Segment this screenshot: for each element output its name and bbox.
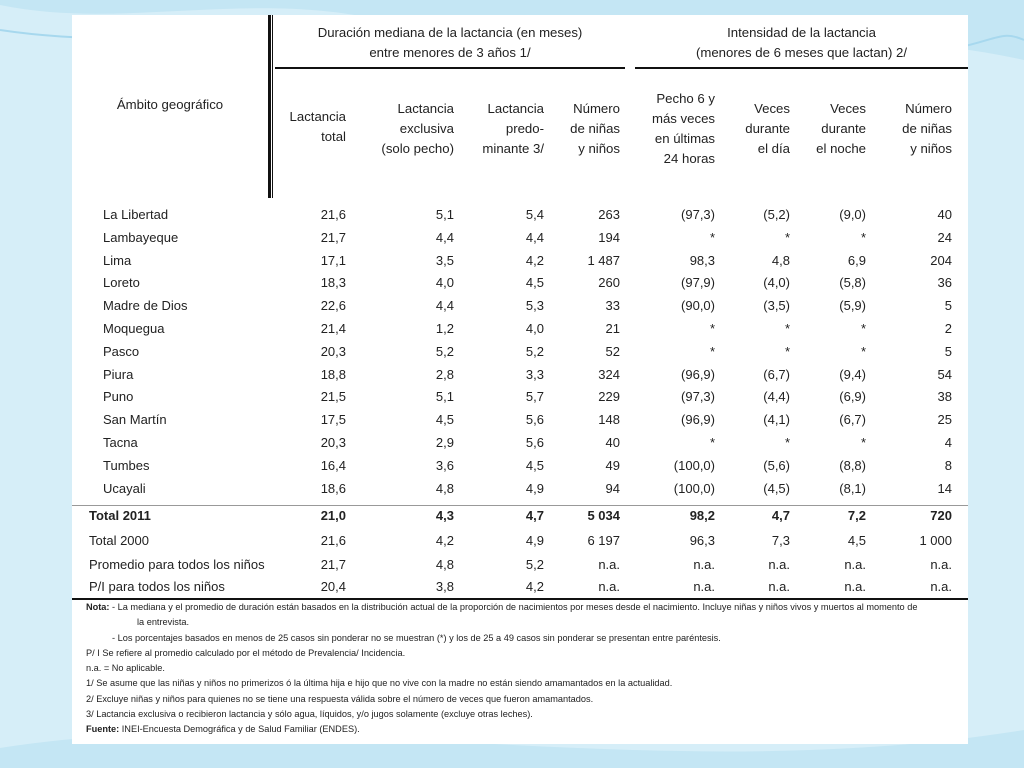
cell-value: 20,4 (320, 579, 346, 594)
cell-value: (5,6) (763, 457, 790, 473)
cell-value: (97,3) (681, 389, 715, 405)
cell-value: 40 (937, 207, 952, 222)
cell-value: 4,5 (435, 412, 454, 428)
table-header (72, 15, 968, 198)
cell-value: 5,4 (525, 207, 544, 222)
region-name: Puno (103, 389, 134, 405)
cell-value: 1 000 (919, 533, 952, 548)
region-name: Tacna (103, 435, 138, 450)
cell-value: 5,1 (435, 207, 454, 222)
table-notes: Nota: - La mediana y el promedio de duración están basados en la distribución actual de la proporción de nacimientos por meses desde el nacimiento. Incluye niñas y niños vivos y muertos al momento de la entrevista. - Los porcentajes basados en menos de 25 casos sin ponderar no se muestran (*) y los de 25 a 49 casos sin ponderar se presentan entre paréntesis. P/ I Se refiere al promedio calculado por el método de Prevalencia/ Incidencia. n.a. = No aplicable. 1/ Se asume que las niñas y niños no primerizos ó la última hija e hijo que no vive con la madre no están siendo amamantados en la actualidad. 2/ Excluye niñas y niños para quienes no se tiene una respuesta válida sobre el número de veces que fueron amamantados. 3/ Lactancia exclusiva o recibieron lactancia y sólo agua, líquidos, y/o jugos solamente (excluye otras leches). Fuente: INEI-Encuesta Demográfica y de Salud Familiar (ENDES). (86, 602, 918, 735)
cell-value: 5 (944, 298, 952, 314)
table-row (72, 272, 968, 295)
cell-value: (100,0) (673, 457, 715, 473)
cell-value: 4,8 (771, 252, 790, 268)
cell-value: 22,6 (320, 298, 346, 314)
cell-value: 21,6 (320, 207, 346, 222)
cell-value: (6,7) (839, 412, 866, 428)
cell-value: 8 (944, 457, 952, 473)
cell-value: (90,0) (681, 298, 715, 314)
cell-value: 7,2 (847, 508, 866, 523)
group2-subtitle: (menores de 6 meses que lactan) 2/ (695, 45, 908, 60)
table-row (72, 576, 968, 599)
cell-value: 40 (605, 435, 620, 450)
cell-value: 4,9 (525, 480, 544, 496)
cell-value: 7,3 (771, 533, 790, 548)
cell-value: 96,3 (689, 533, 715, 548)
header-divider (268, 15, 271, 198)
cell-value: 21,4 (320, 321, 346, 336)
cell-value: 4,5 (525, 275, 544, 291)
cell-value: (5,2) (763, 207, 790, 222)
cell-value: (5,8) (839, 275, 866, 291)
col-header-numero-1: Número de niñas y niños (570, 101, 620, 156)
cell-value: 33 (605, 298, 620, 314)
cell-value: n.a. (598, 557, 620, 572)
table-row (72, 554, 968, 577)
cell-value: 14 (937, 480, 952, 496)
cell-value: 263 (598, 207, 620, 222)
cell-value: 194 (598, 229, 620, 245)
cell-value: 4,2 (525, 579, 544, 594)
cell-value: * (784, 343, 790, 359)
group1-subtitle: entre menores de 3 años 1/ (369, 45, 531, 60)
cell-value: (9,0) (839, 207, 866, 222)
total-row (72, 505, 968, 528)
cell-value: 5,1 (435, 389, 454, 405)
col-header-pecho-6: Pecho 6 y más veces en últimas 24 horas (651, 91, 715, 166)
cell-value: (100,0) (673, 480, 715, 496)
cell-value: 6,9 (847, 252, 866, 268)
cell-value: 148 (598, 412, 620, 428)
cell-value: 20,3 (320, 435, 346, 450)
col-header-lactancia-exclusiva: Lactancia exclusiva (solo pecho) (381, 101, 454, 156)
cell-value: 21 (605, 321, 620, 336)
cell-value: n.a. (768, 579, 790, 594)
cell-value: (4,5) (763, 480, 790, 496)
group-underline (275, 67, 625, 69)
table-row (72, 455, 968, 478)
cell-value: 2,9 (435, 435, 454, 450)
table-row (72, 227, 968, 250)
cell-value: 4,4 (435, 229, 454, 245)
cell-value: 25 (937, 412, 952, 428)
cell-value: 21,6 (320, 533, 346, 548)
cell-value: 98,3 (689, 252, 715, 268)
table-row (72, 409, 968, 432)
cell-value: * (784, 229, 790, 245)
region-name: Tumbes (103, 457, 150, 473)
cell-value: 5 034 (587, 508, 620, 523)
region-name: San Martín (103, 412, 167, 428)
header-divider (272, 15, 273, 198)
cell-value: 21,5 (320, 389, 346, 405)
cell-value: 16,4 (320, 457, 346, 473)
cell-value: 4,0 (435, 275, 454, 291)
cell-value: * (784, 435, 790, 450)
cell-value: 4,7 (525, 508, 544, 523)
cell-value: (5,9) (839, 298, 866, 314)
cell-value: (4,4) (763, 389, 790, 405)
group-underline (635, 67, 968, 69)
cell-value: * (860, 321, 866, 336)
cell-value: 4,3 (435, 508, 454, 523)
cell-value: 4,8 (435, 480, 454, 496)
cell-value: (4,0) (763, 275, 790, 291)
cell-value: 3,6 (435, 457, 454, 473)
cell-value: 5 (944, 343, 952, 359)
cell-value: (96,9) (681, 412, 715, 428)
cell-value: 2,8 (435, 366, 454, 382)
cell-value: n.a. (844, 557, 866, 572)
cell-value: 18,8 (320, 366, 346, 382)
cell-value: 98,2 (689, 508, 715, 523)
region-name: Moquegua (103, 321, 165, 336)
cell-value: 260 (598, 275, 620, 291)
cell-value: (4,1) (763, 412, 790, 428)
cell-value: n.a. (930, 579, 952, 594)
table-row (72, 318, 968, 341)
col-header-lactancia-predominante: Lactancia predo- minante 3/ (482, 101, 544, 156)
table-row (72, 478, 968, 501)
region-name: Pasco (103, 343, 140, 359)
cell-value: (97,9) (681, 275, 715, 291)
cell-value: 5,6 (525, 412, 544, 428)
cell-value: * (709, 435, 715, 450)
cell-value: (6,7) (763, 366, 790, 382)
cell-value: 5,6 (525, 435, 544, 450)
col-header-lactancia-total: Lactancia total (289, 109, 346, 144)
cell-value: 18,3 (320, 275, 346, 291)
region-name: Madre de Dios (103, 298, 188, 314)
cell-value: * (860, 343, 866, 359)
region-name: Ucayali (103, 480, 146, 496)
col-header-veces-dia: Veces durante el día (745, 101, 790, 156)
cell-value: 21,0 (320, 508, 346, 523)
cell-value: 4,2 (525, 252, 544, 268)
cell-value: 20,3 (320, 343, 346, 359)
cell-value: * (709, 229, 715, 245)
table-row (72, 432, 968, 455)
cell-value: 3,3 (525, 366, 544, 382)
table-document (72, 15, 968, 744)
cell-value: 1,2 (435, 321, 454, 336)
group1-title: Duración mediana de la lactancia (en meses) (317, 25, 583, 40)
cell-value: 17,5 (320, 412, 346, 428)
table-row (72, 295, 968, 318)
table-row (72, 250, 968, 273)
cell-value: * (709, 343, 715, 359)
cell-value: 3,5 (435, 252, 454, 268)
cell-value: * (709, 321, 715, 336)
cell-value: 4,2 (435, 533, 454, 548)
cell-value: (8,8) (839, 457, 866, 473)
region-name: Loreto (103, 275, 140, 291)
cell-value: 204 (930, 252, 952, 268)
cell-value: n.a. (844, 579, 866, 594)
cell-value: 54 (937, 366, 952, 382)
cell-value: 24 (937, 229, 952, 245)
cell-value: 5,2 (525, 557, 544, 572)
cell-value: 5,2 (435, 343, 454, 359)
region-name: Total 2000 (89, 533, 149, 548)
cell-value: n.a. (693, 579, 715, 594)
table-row (72, 364, 968, 387)
cell-value: n.a. (930, 557, 952, 572)
cell-value: (6,9) (839, 389, 866, 405)
cell-value: 4,8 (435, 557, 454, 572)
cell-value: * (860, 435, 866, 450)
cell-value: * (784, 321, 790, 336)
cell-value: n.a. (768, 557, 790, 572)
cell-value: 49 (605, 457, 620, 473)
table-row (72, 386, 968, 409)
region-name: Lambayeque (103, 229, 179, 245)
cell-value: 4,7 (771, 508, 790, 523)
cell-value: 4,5 (525, 457, 544, 473)
region-name: Lima (103, 252, 132, 268)
col-header-veces-noche: Veces durante el noche (816, 101, 866, 156)
table-row (72, 341, 968, 364)
cell-value: n.a. (693, 557, 715, 572)
cell-value: 720 (930, 508, 952, 523)
cell-value: (3,5) (763, 298, 790, 314)
row-divider (72, 505, 968, 506)
cell-value: 94 (605, 480, 620, 496)
region-column-header: Ámbito geográfico (116, 97, 224, 112)
table-row (72, 204, 968, 227)
region-name: La Libertad (103, 207, 169, 222)
cell-value: * (860, 229, 866, 245)
region-name: P/I para todos los niños (89, 579, 225, 594)
cell-value: 4,4 (435, 298, 454, 314)
cell-value: 38 (937, 389, 952, 405)
cell-value: 4,9 (525, 533, 544, 548)
group2-title: Intensidad de la lactancia (727, 25, 876, 40)
cell-value: 3,8 (435, 579, 454, 594)
cell-value: 21,7 (320, 557, 346, 572)
cell-value: 5,7 (525, 389, 544, 405)
cell-value: 52 (605, 343, 620, 359)
cell-value: 4,0 (525, 321, 544, 336)
cell-value: 21,7 (320, 229, 346, 245)
cell-value: (9,4) (839, 366, 866, 382)
cell-value: 4,4 (525, 229, 544, 245)
cell-value: 4 (944, 435, 952, 450)
cell-value: 4,5 (847, 533, 866, 548)
cell-value: (96,9) (681, 366, 715, 382)
cell-value: 1 487 (587, 252, 620, 268)
region-name: Promedio para todos los niños (89, 557, 265, 572)
cell-value: n.a. (598, 579, 620, 594)
region-name: Piura (103, 366, 134, 382)
cell-value: 18,6 (320, 480, 346, 496)
cell-value: 2 (944, 321, 952, 336)
cell-value: 5,3 (525, 298, 544, 314)
cell-value: 36 (937, 275, 952, 291)
region-name: Total 2011 (89, 508, 151, 523)
total-row (72, 530, 968, 553)
col-header-numero-2: Número de niñas y niños (902, 101, 952, 156)
cell-value: (97,3) (681, 207, 715, 222)
cell-value: 6 197 (587, 533, 620, 548)
cell-value: 17,1 (320, 252, 346, 268)
cell-value: 229 (598, 389, 620, 405)
cell-value: (8,1) (839, 480, 866, 496)
cell-value: 324 (598, 366, 620, 382)
cell-value: 5,2 (525, 343, 544, 359)
